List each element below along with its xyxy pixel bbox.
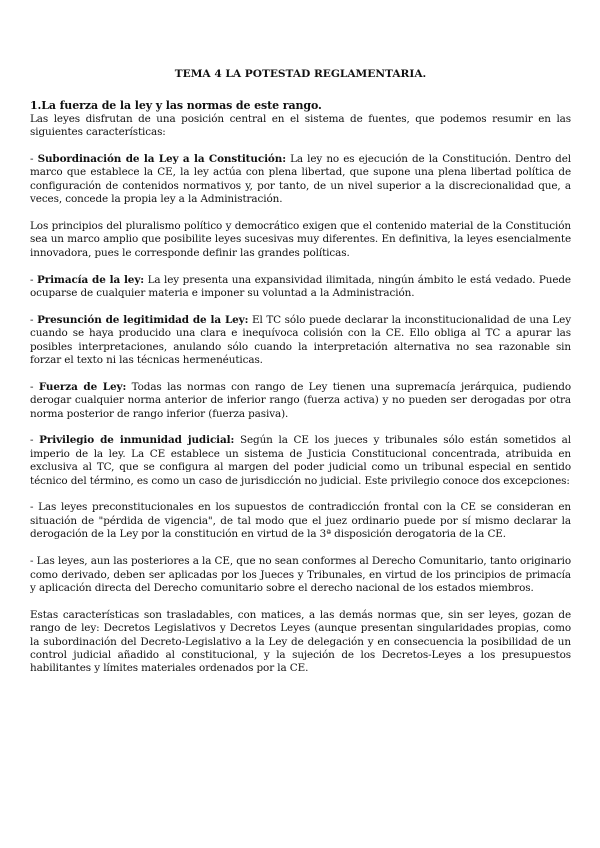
subordinacion-term: Subordinación de la Ley a la Constitución: — [37, 153, 286, 166]
fuerza-term: Fuerza de Ley: — [38, 380, 127, 393]
primacia-paragraph — [30, 274, 571, 301]
fuerza-prefix: - — [30, 380, 39, 393]
presuncion-term: Presunción de legitimidad de la Ley: — [37, 313, 249, 326]
fuerza-paragraph — [30, 381, 571, 421]
subordinacion-prefix: - — [30, 153, 38, 166]
fuerza-text: Todas las normas con rango de Ley tienen una supremacía jerárquica, pudiendo derogar cualquier norma anterior de inferior rango (fuerza activa) y no pueden ser derogadas por otra norma posterior de rango inferior (fuerza pasiva). — [30, 380, 572, 420]
privilegio-text: Según la CE los jueces y tribunales sólo están sometidos al imperio de la ley. La CE establece un sistema de Justicia Constitucional concentrada, atribuida en exclusiva al TC, que se configura al margen del poder judicial como un tribunal especial en sentido técnico del término, es como un caso de jurisdicción no judicial. Este privilegio conoce dos excepciones: — [30, 434, 571, 487]
privilegio-paragraph — [30, 434, 571, 488]
presuncion-paragraph — [30, 314, 571, 368]
document-title: TEMA 4 LA POTESTAD REGLAMENTARIA. — [174, 68, 427, 80]
section-heading: 1.La fuerza de la ley y las normas de este rango. — [30, 99, 322, 113]
document-page — [30, 68, 571, 689]
intro-paragraph: Las leyes disfrutan de una posición central en el sistema de fuentes, que podemos resumir en las siguientes características: — [30, 112, 571, 139]
primacia-prefix: - — [30, 273, 37, 286]
excepcion-2-paragraph: - Las leyes, aun las posteriores a la CE, que no sean conformes al Derecho Comunitario, tanto originario como derivado, deben ser aplicadas por los Jueces y Tribunales, en virtud de los principios de primacía y aplicación directa del Derecho comunitario sobre el derecho nacional de los estados miembros. — [30, 555, 571, 594]
primacia-text: La ley presenta una expansividad ilimitada, ningún ámbito le está vedado. Puede ocuparse de cualquier materia e imponer su voluntad a la Administración. — [30, 273, 571, 300]
pluralismo-paragraph: Los principios del pluralismo político y democrático exigen que el contenido material de la Constitución sea un marco amplio que posibilite leyes sucesivas muy diferentes. En definitiva, la leyes esencialmente innovadora, pues le corresponde definir las grandes políticas. — [30, 220, 571, 259]
excepcion-1-paragraph: - Las leyes preconstitucionales en los supuestos de contradicción frontal con la CE se consideran en situación de "pérdida de vigencia", de tal modo que el juez ordinario puede por sí mismo declarar la derogación de la Ley por la constitución en virtud de la 3ª disposición derogatoria de la CE. — [30, 501, 571, 541]
primacia-term: Primacía de la ley: — [36, 273, 144, 286]
subordinacion-text: La ley no es ejecución de la Constitución. Dentro del marco que establece la CE, la ley actúa con plena libertad, que supone una plena libertad política de configuración de contenidos normativos y, por tanto, de un nivel superior a la discrecionalidad que, a veces, concede la propia ley a la Administración. — [30, 153, 571, 206]
privilegio-prefix: - — [30, 434, 40, 447]
presuncion-prefix: - — [30, 313, 38, 326]
conclusion-paragraph: Estas características son trasladables, con matices, a las demás normas que, sin ser leyes, gozan de rango de ley: Decretos Legislativos y Decretos Leyes (aunque presentan singularidades propias, como la subordinación del Decreto-Legislativo a la Ley de delegación y en consecuencia la posibilidad de un control judicial añadido al constitucional, y la sujeción de los Decretos-Leyes a los presupuestos habilitantes y límites materiales ordenados por la CE. — [30, 608, 571, 675]
privilegio-term: Privilegio de inmunidad judicial: — [39, 434, 235, 447]
presuncion-text: El TC sólo puede declarar la inconstitucionalidad de una Ley cuando se haya producido una clara e inequívoca colisión con la CE. Ello obliga al TC a apurar las posibles interpretaciones, anulando sólo cuando la interpretación alternativa no sea razonable sin forzar el texto ni las técnicas hermenéuticas. — [30, 313, 571, 367]
subordinacion-paragraph — [30, 153, 571, 207]
